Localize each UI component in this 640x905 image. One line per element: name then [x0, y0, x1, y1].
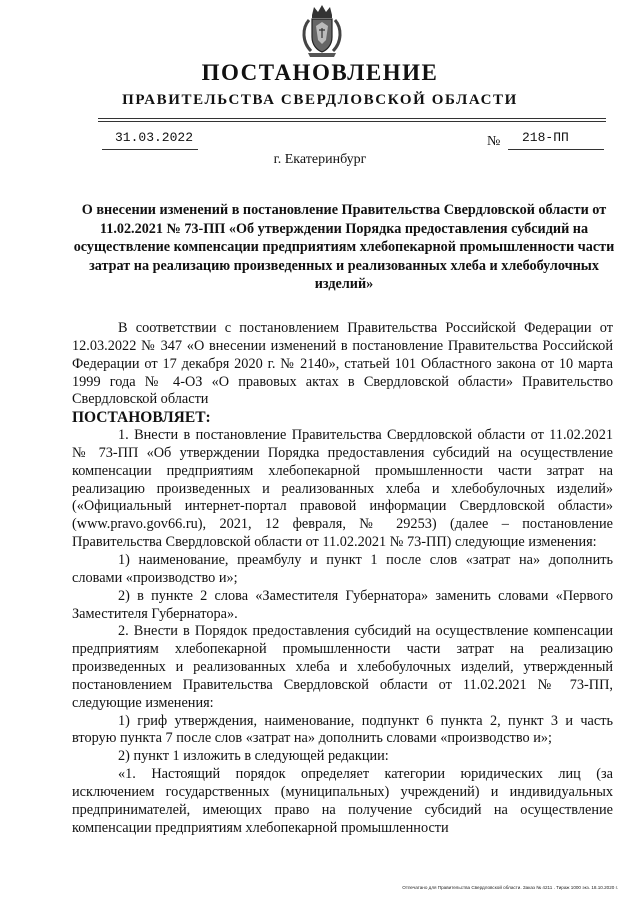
item-2-subitem-2: 2) пункт 1 изложить в следующей редакции: [118, 748, 389, 765]
quoted-paragraph: «1. Настоящий порядок определяет категории юридических лиц (за исключением государственных (муниципальных) учреждений) и индивидуальных предпринимателей, имеющих право на получение субсидий на осуществление компенсации предприятиям хлебопекарной промышленности [72, 766, 613, 836]
document-heading: О внесении изменений в постановление Правительства Свердловской области от 11.02.2021 № 73-ПП «Об утверждении Порядка предоставления субсидий на осуществление компенсации предприятиям хлебопекарной промышленности части затрат на реализацию произведенных и реализованных хлеба и хлебобулочных изделий» [73, 202, 615, 293]
document-date: 31.03.2022 [115, 130, 194, 145]
number-underline [508, 149, 604, 150]
item-1-subitem-1: 1) наименование, преамбулу и пункт 1 после слов «затрат на» дополнить словами «производство и»; [72, 551, 613, 586]
number-sign: № [487, 134, 501, 149]
document-body [72, 320, 613, 837]
document-number: 218-ПП [522, 130, 569, 145]
coat-of-arms-icon [300, 4, 344, 58]
item-1-paragraph: 1. Внести в постановление Правительства Свердловской области от 11.02.2021 № 73-ПП «Об утверждении Порядка предоставления субсидий на осуществление компенсации предприятиям хлебопекарной промышленности части затрат на реализацию произведенных и реализованных хлеба и хлебобулочных изделий» («Официальный интернет-портал правовой информации Свердловской области» (www.pravo.gov66.ru), 2021, 12 февраля, № 29253) (далее – постановление Правительства Свердловской области от 11.02.2021 № 73-ПП) следующие изменения: [72, 427, 613, 551]
document-title: ПОСТАНОВЛЕНИЕ [201, 60, 439, 85]
preamble-paragraph: В соответствии с постановлением Правительства Российской Федерации от 12.03.2022 № 347 «О внесении изменений в постановление Правительства Российской Федерации от 17 декабря 2020 г. № 2140», статьей 101 Областного закона от 10 марта 1999 года № 4-ОЗ «О правовых актах в Свердловской области» Правительство Свердловской области [72, 320, 613, 408]
document-city: г. Екатеринбург [273, 152, 367, 167]
item-2-subitem-1: 1) гриф утверждения, наименование, подпункт 6 пункта 2, пункт 3 и часть вторую пункта 7 после слов «затрат на» дополнить словами «производство и»; [72, 712, 613, 747]
print-footer: Отпечатано для Правительства Свердловской области. Заказ № 4211 . Тираж 1000 экз. 18.10.2020 г. [402, 885, 618, 890]
date-underline [102, 149, 198, 150]
decree-word: ПОСТАНОВЛЯЕТ: [72, 409, 211, 427]
item-1-subitem-2: 2) в пункте 2 слова «Заместителя Губернатора» заменить словами «Первого Заместителя Губернатора». [72, 587, 613, 622]
header-divider-bottom [98, 121, 606, 122]
header-divider-top [98, 118, 606, 119]
issuing-authority: ПРАВИТЕЛЬСТВА СВЕРДЛОВСКОЙ ОБЛАСТИ [122, 92, 518, 108]
item-2-paragraph: 2. Внести в Порядок предоставления субсидий на осуществление компенсации предприятиям хлебопекарной промышленности части затрат на реализацию произведенных и реализованных хлеба и хлебобулочных изделий, утвержденный постановлением Правительства Свердловской области от 11.02.2021 № 73-ПП, следующие изменения: [72, 623, 613, 711]
